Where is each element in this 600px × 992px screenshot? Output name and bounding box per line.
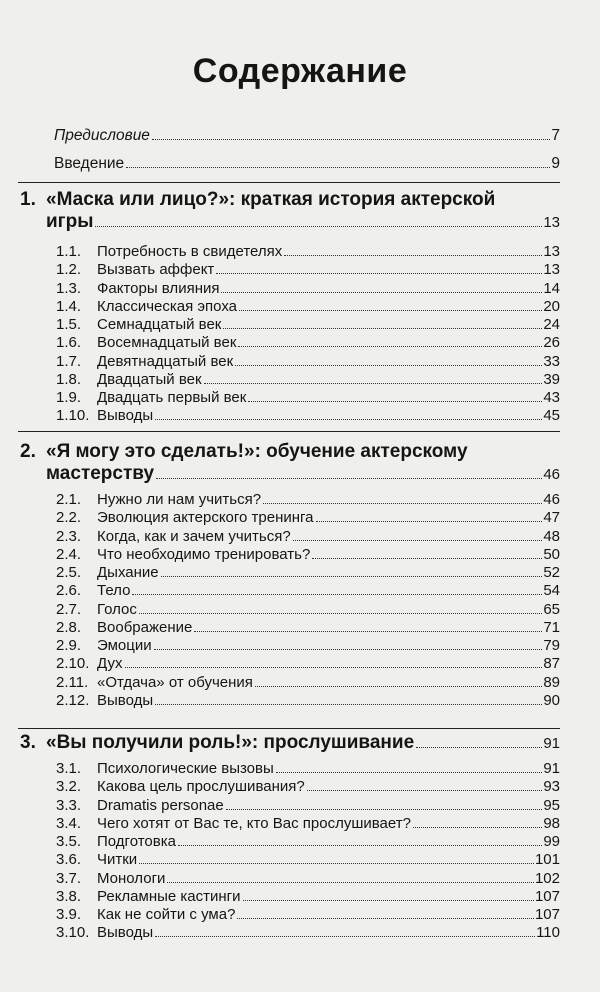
- toc-entry[interactable]: [56, 924, 560, 942]
- toc-entry[interactable]: [56, 655, 560, 673]
- entry-label: Какова цель прослушивания?: [97, 778, 305, 796]
- entry-label: Предисловие: [54, 127, 150, 144]
- section-number: 1.2.: [56, 261, 82, 279]
- entry-label: Читки: [97, 851, 138, 869]
- entry-page: 95: [543, 796, 560, 814]
- entry-page: 7: [551, 127, 560, 144]
- entry-page: 91: [543, 760, 560, 777]
- entry-page: 99: [543, 833, 560, 850]
- toc-entry[interactable]: [56, 797, 560, 815]
- entry-page: 71: [543, 618, 560, 636]
- entry-label: Девятнадцатый век: [97, 352, 234, 370]
- toc-entry[interactable]: [56, 546, 560, 564]
- toc-entry[interactable]: [56, 888, 560, 906]
- toc-entry[interactable]: [56, 692, 560, 710]
- entry-label: Дух: [97, 655, 123, 673]
- toc-entry[interactable]: [56, 280, 560, 298]
- dot-leader: [312, 558, 542, 559]
- section-number: 3.4.: [56, 814, 82, 832]
- entry-label: Эмоции: [97, 637, 152, 654]
- entry-label: Введение: [54, 155, 125, 172]
- chapter-number: 2.: [20, 441, 36, 462]
- entry-label: «Отдача» от обучения: [97, 673, 253, 691]
- entry-label: Рекламные кастинги: [97, 887, 241, 905]
- entry-label: Двадцать первый век: [97, 389, 247, 406]
- toc-entry[interactable]: [56, 564, 560, 582]
- entry-label: Воображение: [97, 618, 193, 636]
- chapter-title: мастерству: [46, 463, 155, 484]
- entry-page: 107: [534, 906, 560, 923]
- section-number: 2.4.: [56, 545, 82, 563]
- entry-page: 54: [543, 582, 560, 600]
- entry-page: 9: [551, 155, 560, 172]
- toc-entry[interactable]: [56, 778, 560, 796]
- toc-entry[interactable]: [56, 760, 560, 778]
- chapter-title: «Я могу это сделать!»: обучение актерскому: [46, 441, 468, 462]
- entry-page: 107: [534, 887, 560, 905]
- toc-entry[interactable]: [56, 389, 560, 407]
- dot-leader: [413, 827, 542, 828]
- section-number: 1.9.: [56, 389, 82, 406]
- toc-entry[interactable]: [56, 619, 560, 637]
- dot-leader: [155, 704, 542, 705]
- section-number: 3.1.: [56, 760, 82, 777]
- dot-leader: [263, 503, 542, 504]
- dot-leader: [276, 772, 543, 773]
- section-number: 2.1.: [56, 491, 82, 508]
- section-number: 1.5.: [56, 316, 82, 333]
- dot-leader: [307, 790, 543, 791]
- toc-entry[interactable]: [56, 261, 560, 279]
- chapter-title-line: [20, 732, 560, 755]
- section-number: 3.8.: [56, 887, 82, 905]
- dot-leader: [154, 649, 543, 650]
- section-number: 2.5.: [56, 564, 82, 581]
- section-number: 3.7.: [56, 869, 82, 887]
- chapter-title: игры: [46, 211, 94, 232]
- entry-page: 87: [543, 655, 560, 673]
- entry-label: Эволюция актерского тренинга: [97, 509, 314, 527]
- entry-label: Двадцатый век: [97, 370, 202, 388]
- toc-entry[interactable]: [56, 353, 560, 371]
- entry-label: Психологические вызовы: [97, 760, 274, 777]
- chapter-title: «Маска или лицо?»: краткая история актерской: [46, 189, 496, 210]
- entry-page: 110: [536, 924, 560, 942]
- dot-leader: [126, 167, 550, 168]
- section-number: 2.8.: [56, 618, 82, 636]
- entry-label: Классическая эпоха: [97, 297, 238, 315]
- dot-leader: [95, 226, 542, 227]
- dot-leader: [178, 845, 542, 846]
- entry-page: 89: [543, 673, 560, 691]
- toc-entry[interactable]: [56, 243, 560, 261]
- entry-label: Dramatis personae: [97, 796, 224, 814]
- entry-label: Выводы: [97, 407, 154, 425]
- entry-page: 43: [543, 389, 560, 406]
- toc-entry[interactable]: [56, 851, 560, 869]
- entry-page: 47: [543, 509, 560, 527]
- dot-leader: [155, 936, 535, 937]
- entry-label: Чего хотят от Вас те, кто Вас прослушивает?: [97, 814, 411, 832]
- entry-label: Подготовка: [97, 833, 176, 850]
- entry-page: 101: [534, 851, 560, 869]
- entry-page: 20: [543, 297, 560, 315]
- entry-label: Выводы: [97, 924, 154, 942]
- toc-entry[interactable]: [56, 601, 560, 619]
- dot-leader: [255, 686, 542, 687]
- entry-page: 14: [543, 279, 560, 297]
- toc-entry[interactable]: [56, 491, 560, 509]
- dot-leader: [223, 328, 542, 329]
- chapter-divider: [18, 431, 560, 432]
- dot-leader: [239, 310, 542, 311]
- chapter-number: 3.: [20, 732, 36, 753]
- entry-page: 13: [543, 261, 560, 279]
- section-number: 2.7.: [56, 600, 82, 618]
- entry-label: Факторы влияния: [97, 279, 220, 297]
- dot-leader: [152, 139, 550, 140]
- section-number: 3.10.: [56, 924, 90, 942]
- toc-entry[interactable]: [56, 509, 560, 527]
- chapter-title: «Вы получили роль!»: прослушивание: [46, 732, 415, 753]
- toc-entry[interactable]: [56, 637, 560, 655]
- section-number: 1.7.: [56, 352, 82, 370]
- entry-page: 46: [543, 491, 560, 508]
- dot-leader: [155, 419, 542, 420]
- toc-entry[interactable]: [56, 528, 560, 546]
- section-number: 2.12.: [56, 691, 90, 709]
- chapter-page: 13: [543, 214, 560, 231]
- section-number: 1.1.: [56, 243, 82, 260]
- section-number: 2.2.: [56, 509, 82, 527]
- entry-label: Нужно ли нам учиться?: [97, 491, 262, 508]
- dot-leader: [139, 613, 542, 614]
- section-number: 1.3.: [56, 279, 82, 297]
- dot-leader: [125, 667, 543, 668]
- dot-leader: [221, 292, 542, 293]
- entry-page: 24: [543, 316, 560, 333]
- chapter-title-line: [20, 441, 560, 463]
- entry-label: Монологи: [97, 869, 166, 887]
- section-number: 3.6.: [56, 851, 82, 869]
- toc-entry[interactable]: [56, 407, 560, 425]
- entry-page: 98: [543, 814, 560, 832]
- section-number: 2.10.: [56, 655, 90, 673]
- dot-leader: [238, 346, 542, 347]
- chapter-heading[interactable]: [20, 189, 560, 234]
- toc-entry[interactable]: [56, 371, 560, 389]
- chapter-page: 91: [543, 735, 560, 752]
- dot-leader: [132, 594, 542, 595]
- section-number: 1.6.: [56, 334, 82, 352]
- entry-label: Что необходимо тренировать?: [97, 545, 311, 563]
- chapter-title-line: [20, 463, 560, 486]
- entry-label: Семнадцатый век: [97, 316, 222, 333]
- entry-page: 52: [543, 564, 560, 581]
- dot-leader: [216, 273, 542, 274]
- dot-leader: [237, 918, 534, 919]
- chapter-title-line: [20, 211, 560, 234]
- dot-leader: [204, 383, 543, 384]
- entry-label: Выводы: [97, 691, 154, 709]
- entry-page: 79: [543, 637, 560, 654]
- toc-entry[interactable]: [56, 833, 560, 851]
- chapter-divider: [18, 728, 560, 729]
- section-number: 1.10.: [56, 407, 90, 425]
- page-title: Содержание: [192, 52, 408, 90]
- entry-page: 93: [543, 778, 560, 796]
- toc-entry[interactable]: [56, 815, 560, 833]
- entry-page: 45: [543, 407, 560, 425]
- entry-page: 65: [543, 600, 560, 618]
- section-number: 2.9.: [56, 637, 82, 654]
- dot-leader: [316, 521, 543, 522]
- toc-entry[interactable]: [54, 127, 560, 145]
- dot-leader: [416, 747, 542, 748]
- dot-leader: [156, 478, 542, 479]
- chapter-page: 46: [543, 466, 560, 483]
- section-number: 2.6.: [56, 582, 82, 600]
- entry-label: Когда, как и зачем учиться?: [97, 527, 291, 545]
- chapter-divider: [18, 182, 560, 183]
- section-number: 3.2.: [56, 778, 82, 796]
- dot-leader: [226, 809, 543, 810]
- dot-leader: [284, 255, 542, 256]
- dot-leader: [235, 365, 542, 366]
- section-number: 1.8.: [56, 370, 82, 388]
- entry-page: 26: [543, 334, 560, 352]
- toc-entry[interactable]: [56, 334, 560, 352]
- entry-label: Вызвать аффект: [97, 261, 215, 279]
- chapter-heading[interactable]: [20, 441, 560, 486]
- entry-page: 39: [543, 370, 560, 388]
- toc-entry[interactable]: [56, 582, 560, 600]
- section-number: 3.9.: [56, 906, 82, 923]
- chapter-title-line: [20, 189, 560, 211]
- entry-page: 13: [543, 243, 560, 260]
- chapter-number: 1.: [20, 189, 36, 210]
- entry-page: 33: [543, 352, 560, 370]
- entry-page: 90: [543, 691, 560, 709]
- chapter-heading[interactable]: [20, 732, 560, 755]
- entry-label: Дыхание: [97, 564, 159, 581]
- section-number: 3.5.: [56, 833, 82, 850]
- toc-entry[interactable]: [56, 906, 560, 924]
- entry-label: Голос: [97, 600, 137, 618]
- section-number: 2.3.: [56, 527, 82, 545]
- toc-entry[interactable]: [56, 870, 560, 888]
- toc-entry[interactable]: [56, 674, 560, 692]
- dot-leader: [248, 401, 542, 402]
- dot-leader: [161, 576, 543, 577]
- dot-leader: [194, 631, 542, 632]
- toc-entry[interactable]: [56, 298, 560, 316]
- entry-page: 50: [543, 545, 560, 563]
- section-number: 3.3.: [56, 796, 82, 814]
- dot-leader: [167, 882, 534, 883]
- entry-label: Потребность в свидетелях: [97, 243, 283, 260]
- dot-leader: [293, 540, 543, 541]
- section-number: 2.11.: [56, 673, 89, 691]
- entry-label: Восемнадцатый век: [97, 334, 237, 352]
- dot-leader: [243, 900, 534, 901]
- entry-page: 48: [543, 527, 560, 545]
- dot-leader: [139, 863, 534, 864]
- toc-entry[interactable]: [54, 155, 560, 173]
- entry-label: Как не сойти с ума?: [97, 906, 236, 923]
- section-number: 1.4.: [56, 297, 82, 315]
- toc-entry[interactable]: [56, 316, 560, 334]
- entry-page: 102: [534, 869, 560, 887]
- entry-label: Тело: [97, 582, 131, 600]
